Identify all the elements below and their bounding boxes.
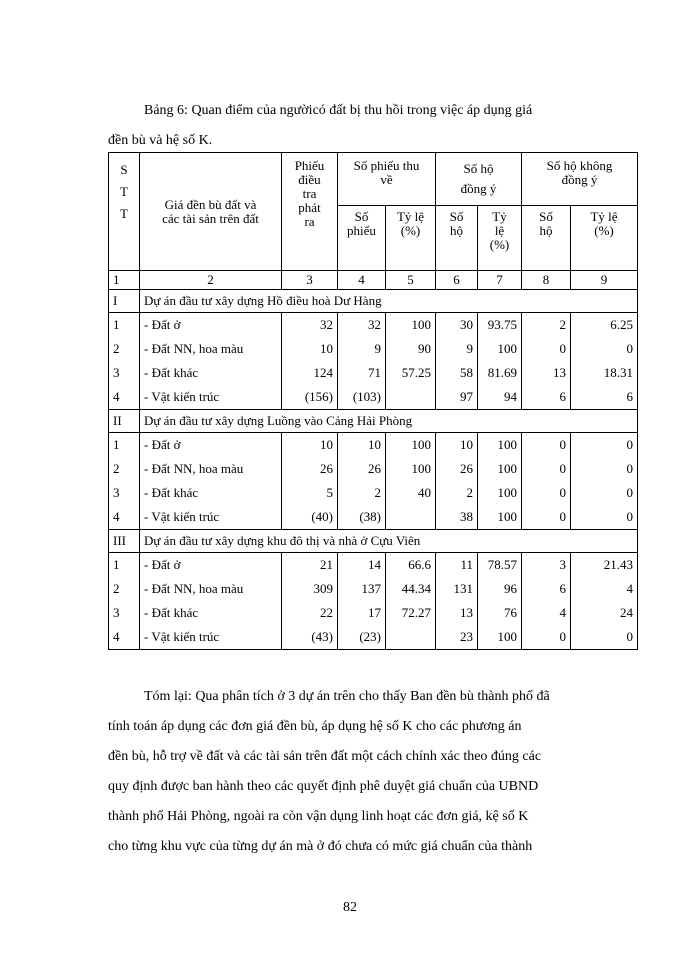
table-cell: 10 xyxy=(436,433,478,458)
table-cell: 32 xyxy=(338,313,386,338)
row-index: 4 xyxy=(109,625,140,650)
paragraph-line: thành phố Hải Phòng, ngoài ra còn vận dụng linh hoạt các đơn giá, kệ số K xyxy=(108,809,529,824)
table-cell: 14 xyxy=(338,553,386,578)
column-number-row xyxy=(109,271,638,290)
table-cell: 9 xyxy=(436,337,478,361)
table-cell: (40) xyxy=(282,505,338,530)
paragraph-line: cho từng khu vực của từng dự án mà ở đó chưa có mức giá chuẩn của thành xyxy=(108,839,533,854)
table-cell: 21 xyxy=(282,553,338,578)
table-cell: 97 xyxy=(436,385,478,410)
row-index: 2 xyxy=(109,577,140,601)
header-ty-le-1: Tỷ lệ (%) xyxy=(386,206,436,271)
table-cell: 21.43 xyxy=(571,553,638,578)
table-cell: 2 xyxy=(338,481,386,505)
row-index: 3 xyxy=(109,601,140,625)
paragraph-line: Tóm lại: Qua phân tích ở 3 dự án trên cho thấy Ban đền bù thành phố đã xyxy=(144,689,550,704)
row-label: - Vật kiến trúc xyxy=(140,385,282,410)
table-cell: 40 xyxy=(386,481,436,505)
row-index: 4 xyxy=(109,385,140,410)
row-index: 3 xyxy=(109,361,140,385)
table-cell: 0 xyxy=(522,433,571,458)
table-cell xyxy=(386,625,436,650)
section-row xyxy=(109,410,638,433)
table-cell: 0 xyxy=(522,337,571,361)
row-index: 1 xyxy=(109,553,140,578)
row-index: 2 xyxy=(109,457,140,481)
col-number: 1 xyxy=(109,271,140,290)
table-cell: 18.31 xyxy=(571,361,638,385)
header-dong-y: Số hộ đồng ý xyxy=(436,153,522,206)
table-row xyxy=(109,337,638,361)
table-cell: 6 xyxy=(522,385,571,410)
table-cell: 2 xyxy=(436,481,478,505)
table-cell: 2 xyxy=(522,313,571,338)
header-ty-le-3: Tỷ lệ (%) xyxy=(571,206,638,271)
row-label: - Vật kiến trúc xyxy=(140,505,282,530)
table-cell: (43) xyxy=(282,625,338,650)
paragraph-line: quy định được ban hành theo các quyết định phê duyệt giá chuẩn của UBND xyxy=(108,779,539,794)
table-row xyxy=(109,361,638,385)
table-row xyxy=(109,433,638,458)
row-label: - Đất khác xyxy=(140,361,282,385)
table-cell: 0 xyxy=(571,481,638,505)
section-roman: III xyxy=(109,530,140,553)
table-cell: 131 xyxy=(436,577,478,601)
table-row xyxy=(109,553,638,578)
table-cell: (103) xyxy=(338,385,386,410)
table-cell: (156) xyxy=(282,385,338,410)
table-cell xyxy=(386,505,436,530)
col-number: 2 xyxy=(140,271,282,290)
col-number: 6 xyxy=(436,271,478,290)
table-cell: 0 xyxy=(522,457,571,481)
col-number: 7 xyxy=(478,271,522,290)
table-cell: 38 xyxy=(436,505,478,530)
table-cell: 93.75 xyxy=(478,313,522,338)
table-cell: 30 xyxy=(436,313,478,338)
table-cell: 26 xyxy=(436,457,478,481)
row-index: 4 xyxy=(109,505,140,530)
section-roman: II xyxy=(109,410,140,433)
table-cell: 44.34 xyxy=(386,577,436,601)
table-cell: 100 xyxy=(386,313,436,338)
header-item: Giá đền bù đất và các tài sản trên đất xyxy=(140,153,282,271)
table-cell: 57.25 xyxy=(386,361,436,385)
summary-paragraph xyxy=(108,682,640,862)
table-cell: 78.57 xyxy=(478,553,522,578)
table-row xyxy=(109,457,638,481)
section-roman: I xyxy=(109,290,140,313)
table-row xyxy=(109,505,638,530)
table-cell: 0 xyxy=(522,625,571,650)
section-row xyxy=(109,530,638,553)
table-cell: 23 xyxy=(436,625,478,650)
table-cell: 32 xyxy=(282,313,338,338)
table-cell: 100 xyxy=(386,457,436,481)
table-cell: 81.69 xyxy=(478,361,522,385)
header-thu-ve: Số phiếu thu về xyxy=(338,153,436,206)
table-cell: 100 xyxy=(478,457,522,481)
page-number: 82 xyxy=(343,900,357,915)
table-cell: 4 xyxy=(571,577,638,601)
col-number: 4 xyxy=(338,271,386,290)
col-number: 5 xyxy=(386,271,436,290)
survey-table xyxy=(108,152,638,650)
paragraph-line: tính toán áp dụng các đơn giá đền bù, áp dụng hệ số K cho các phương án xyxy=(108,719,522,734)
table-caption xyxy=(108,96,648,156)
table-cell: 100 xyxy=(478,481,522,505)
table-row xyxy=(109,385,638,410)
caption-line-2: đền bù và hệ số K. xyxy=(108,133,213,148)
table-cell: 10 xyxy=(338,433,386,458)
table-cell: 17 xyxy=(338,601,386,625)
row-label: - Đất NN, hoa màu xyxy=(140,457,282,481)
header-so-ho-2: Số hộ xyxy=(522,206,571,271)
section-row xyxy=(109,290,638,313)
table-cell: 22 xyxy=(282,601,338,625)
row-label: - Đất khác xyxy=(140,601,282,625)
paragraph-line: đền bù, hỗ trợ về đất và các tài sản trên đất một cách chính xác theo đúng các xyxy=(108,749,542,764)
table-cell: 94 xyxy=(478,385,522,410)
table-cell: 26 xyxy=(282,457,338,481)
table-row xyxy=(109,577,638,601)
row-label: - Đất NN, hoa màu xyxy=(140,337,282,361)
table-cell: 100 xyxy=(478,433,522,458)
section-title: Dự án đầu tư xây dựng Hồ điều hoà Dư Hàng xyxy=(140,290,638,313)
table-cell: 6.25 xyxy=(571,313,638,338)
table-cell: 100 xyxy=(478,337,522,361)
table-cell: 137 xyxy=(338,577,386,601)
row-index: 3 xyxy=(109,481,140,505)
col-number: 9 xyxy=(571,271,638,290)
header-khong-dong-y: Số hộ không đồng ý xyxy=(522,153,638,206)
table-cell: 0 xyxy=(522,505,571,530)
table-cell: (23) xyxy=(338,625,386,650)
table-cell: 100 xyxy=(478,625,522,650)
table-row xyxy=(109,601,638,625)
table-cell: 72.27 xyxy=(386,601,436,625)
table-cell: 90 xyxy=(386,337,436,361)
col-number: 3 xyxy=(282,271,338,290)
table-cell: 0 xyxy=(571,457,638,481)
table-cell: 0 xyxy=(571,433,638,458)
section-title: Dự án đầu tư xây dựng khu đô thị và nhà ở Cựu Viên xyxy=(140,530,638,553)
header-row-1 xyxy=(109,153,638,206)
table-cell: 66.6 xyxy=(386,553,436,578)
table-row xyxy=(109,313,638,338)
header-so-phieu: Số phiếu xyxy=(338,206,386,271)
row-label: - Đất ở xyxy=(140,433,282,458)
table-cell: 124 xyxy=(282,361,338,385)
section-title: Dự án đầu tư xây dựng Luồng vào Cảng Hải Phòng xyxy=(140,410,638,433)
row-label: - Đất ở xyxy=(140,313,282,338)
row-index: 1 xyxy=(109,433,140,458)
table-cell: 96 xyxy=(478,577,522,601)
table-cell: 0 xyxy=(571,337,638,361)
row-label: - Đất NN, hoa màu xyxy=(140,577,282,601)
col-number: 8 xyxy=(522,271,571,290)
header-phieu: Phiếu điều tra phát ra xyxy=(282,153,338,271)
table-cell: 24 xyxy=(571,601,638,625)
table-cell: (38) xyxy=(338,505,386,530)
table-cell: 0 xyxy=(522,481,571,505)
header-ty-le-2: Tỷ lệ (%) xyxy=(478,206,522,271)
table-cell: 4 xyxy=(522,601,571,625)
table-cell: 10 xyxy=(282,337,338,361)
header-stt: S T T xyxy=(109,153,140,271)
table-cell: 6 xyxy=(571,385,638,410)
row-label: - Đất khác xyxy=(140,481,282,505)
table-cell: 26 xyxy=(338,457,386,481)
row-label: - Đất ở xyxy=(140,553,282,578)
caption-line-1: Bảng 6: Quan điểm của ngườicó đất bị thu hồi trong việc áp dụng giá xyxy=(144,103,533,118)
table-row xyxy=(109,625,638,650)
table-cell: 13 xyxy=(436,601,478,625)
table-cell: 6 xyxy=(522,577,571,601)
table-cell: 9 xyxy=(338,337,386,361)
table-cell: 3 xyxy=(522,553,571,578)
table-cell xyxy=(386,385,436,410)
table-cell: 58 xyxy=(436,361,478,385)
table-cell: 11 xyxy=(436,553,478,578)
table-cell: 5 xyxy=(282,481,338,505)
row-index: 2 xyxy=(109,337,140,361)
table-cell: 100 xyxy=(386,433,436,458)
table-cell: 10 xyxy=(282,433,338,458)
header-so-ho-1: Số hộ xyxy=(436,206,478,271)
table-cell: 76 xyxy=(478,601,522,625)
table-cell: 0 xyxy=(571,625,638,650)
table-cell: 100 xyxy=(478,505,522,530)
table-cell: 13 xyxy=(522,361,571,385)
table-cell: 309 xyxy=(282,577,338,601)
table-row xyxy=(109,481,638,505)
row-label: - Vật kiến trúc xyxy=(140,625,282,650)
table-cell: 0 xyxy=(571,505,638,530)
row-index: 1 xyxy=(109,313,140,338)
table-cell: 71 xyxy=(338,361,386,385)
